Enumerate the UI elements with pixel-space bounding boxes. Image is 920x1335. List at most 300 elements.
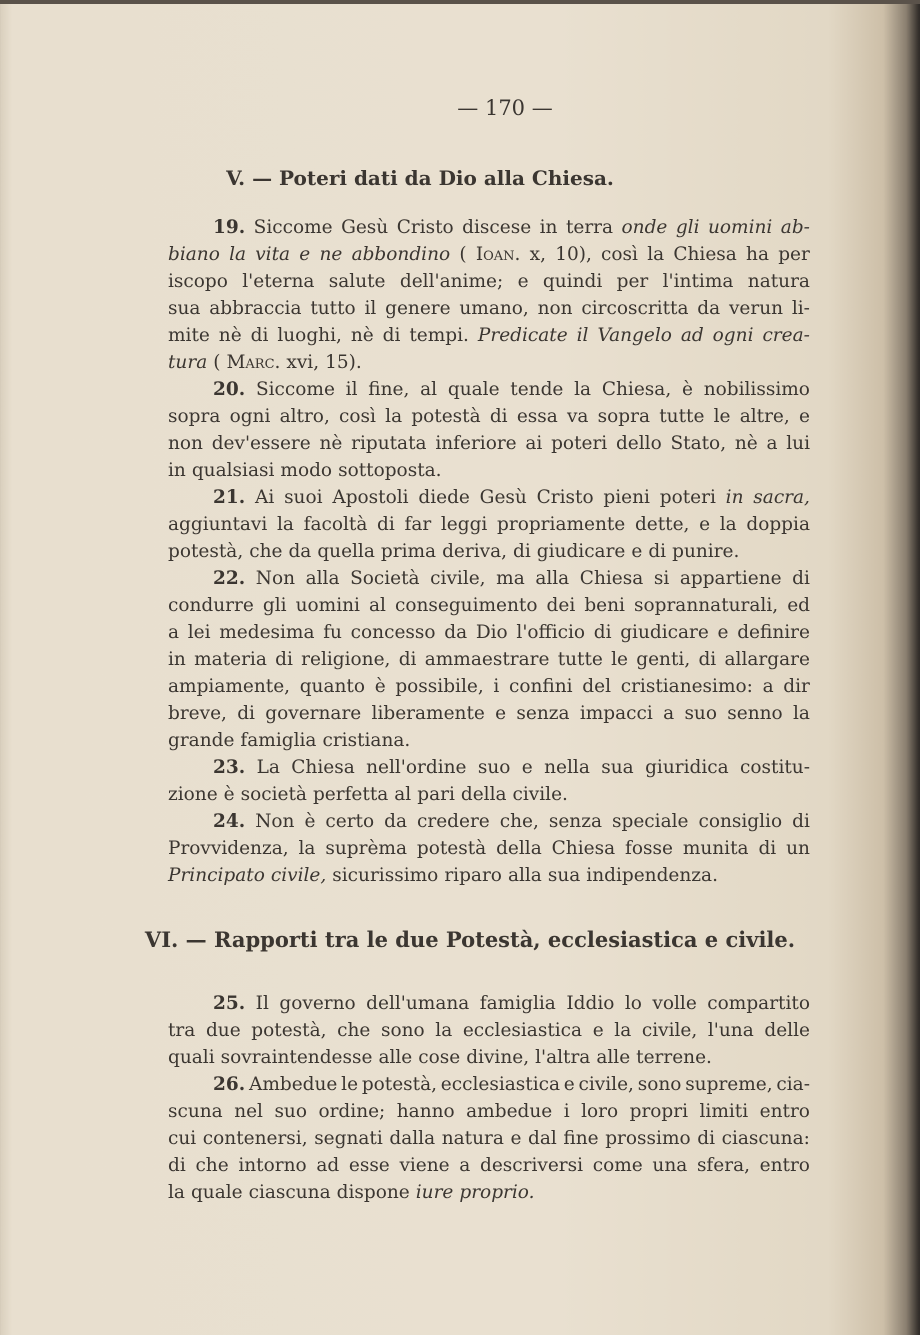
- word: e: [631, 541, 643, 562]
- word: di: [513, 541, 531, 562]
- word: modo: [280, 460, 333, 481]
- text-line: [168, 403, 810, 430]
- word: quella: [317, 541, 375, 562]
- word: verun: [728, 298, 784, 319]
- word: onde: [621, 217, 668, 238]
- word: concesso: [350, 622, 436, 643]
- word: far: [404, 514, 432, 535]
- word: al: [420, 379, 438, 400]
- word: dell'umana: [366, 993, 470, 1014]
- word: appartiene: [679, 568, 782, 589]
- word: Chiesa: [551, 838, 616, 859]
- word: le: [713, 406, 731, 427]
- word: Iddio: [566, 993, 615, 1014]
- word: Ai: [254, 487, 275, 508]
- word: un: [786, 838, 810, 859]
- word: della: [496, 838, 542, 859]
- word: (: [213, 352, 221, 373]
- word: scuna: [168, 1101, 223, 1122]
- word: soprannaturali,: [633, 595, 779, 616]
- word: Dio: [475, 622, 508, 643]
- word: alla: [305, 568, 340, 589]
- word: a: [459, 1155, 471, 1176]
- word: al: [368, 595, 386, 616]
- word: medesima: [219, 622, 315, 643]
- word: nè: [218, 325, 242, 346]
- word: definire: [737, 622, 810, 643]
- word: quale: [190, 1182, 243, 1203]
- text-line: [168, 268, 810, 295]
- word: nobilissimo: [703, 379, 810, 400]
- word: che: [249, 541, 283, 562]
- word: indipendenza.: [586, 865, 718, 886]
- word: che: [195, 1155, 229, 1176]
- word: la: [168, 1182, 185, 1203]
- word: confini: [509, 676, 573, 697]
- word: alle: [378, 1047, 413, 1068]
- word: il: [576, 325, 589, 346]
- word: sono: [380, 1020, 425, 1041]
- word: dispone: [336, 1182, 410, 1203]
- word: giudicare: [536, 541, 626, 562]
- word: di: [697, 1128, 715, 1149]
- word: giuridica: [645, 757, 729, 778]
- word: suo: [274, 1101, 307, 1122]
- word: alla: [507, 865, 542, 886]
- word: Gesù: [479, 487, 527, 508]
- word: di: [377, 514, 395, 535]
- word: non: [168, 433, 203, 454]
- word: pieni: [603, 487, 650, 508]
- word: ogni: [229, 406, 271, 427]
- word: di: [250, 325, 269, 346]
- word: civile,: [430, 568, 486, 589]
- word: materia: [194, 649, 267, 670]
- word: famiglia: [240, 730, 317, 751]
- word: l'una: [707, 1020, 754, 1041]
- word: speciale: [612, 811, 689, 832]
- word: Il: [255, 993, 269, 1014]
- word: possibile,: [395, 676, 484, 697]
- word: natura: [441, 1128, 504, 1149]
- word: in: [168, 649, 186, 670]
- word: e: [563, 1074, 575, 1095]
- word: di: [792, 568, 810, 589]
- word: sottoposta.: [338, 460, 442, 481]
- word: dette,: [634, 514, 690, 535]
- word: potestà,: [361, 1074, 438, 1095]
- word: fine: [563, 1128, 599, 1149]
- word: potestà,: [168, 541, 244, 562]
- word: Chiesa,: [601, 379, 672, 400]
- text-line: [168, 1017, 810, 1044]
- word: di: [489, 406, 508, 427]
- word: ed: [787, 595, 810, 616]
- word: le: [611, 649, 628, 670]
- word: Provvidenza,: [168, 838, 289, 859]
- word: fosse: [625, 838, 673, 859]
- word: natura: [747, 271, 810, 292]
- text-line: [168, 1098, 810, 1125]
- word: il: [345, 379, 358, 400]
- word: dell'anime;: [399, 271, 504, 292]
- word: è: [374, 676, 386, 697]
- word: il: [364, 298, 377, 319]
- text-line: [168, 1152, 810, 1179]
- word: allargare: [724, 649, 810, 670]
- word: costitu-: [740, 757, 810, 778]
- word: sua: [168, 298, 201, 319]
- section-vi-heading: VI. — Rapporti tra le due Potestà, ecclesiastica e civile.: [144, 927, 796, 952]
- word: a: [663, 703, 675, 724]
- paragraph: [168, 484, 810, 565]
- page-number: — 170 —: [457, 96, 553, 120]
- word: zione: [168, 784, 218, 805]
- word: e: [521, 757, 533, 778]
- word: civile,: [578, 1074, 634, 1095]
- text-line: [168, 619, 810, 646]
- word: lui: [786, 433, 810, 454]
- word: Non: [255, 568, 296, 589]
- word: a: [168, 622, 180, 643]
- word: munita: [682, 838, 749, 859]
- word: pari: [417, 784, 455, 805]
- word: nè: [350, 325, 374, 346]
- word: sfera,: [696, 1155, 750, 1176]
- word: salute: [328, 271, 386, 292]
- word: di: [398, 649, 417, 670]
- paragraph-number: 19.: [213, 217, 246, 238]
- word: civile.: [512, 784, 568, 805]
- word: Predicate: [477, 325, 568, 346]
- word: ogni: [712, 325, 754, 346]
- word: iscopo: [168, 271, 228, 292]
- word: ad: [680, 325, 704, 346]
- word: senza: [516, 703, 570, 724]
- word: suoi: [284, 487, 323, 508]
- word: cose: [418, 1047, 461, 1068]
- word: Cristo: [396, 217, 454, 238]
- word: e: [510, 1128, 522, 1149]
- word: che: [337, 1020, 371, 1041]
- word: una: [652, 1155, 688, 1176]
- word: giudicare: [620, 622, 709, 643]
- word: in: [168, 460, 186, 481]
- page-top-edge: [0, 0, 920, 4]
- word: tende: [510, 379, 564, 400]
- text-line: [168, 754, 810, 781]
- word: suo: [684, 703, 717, 724]
- word: tutto: [310, 298, 356, 319]
- word: Siccome: [253, 217, 333, 238]
- word: per: [616, 271, 649, 292]
- word: è: [681, 379, 693, 400]
- word: ai: [525, 433, 543, 454]
- word: nella: [544, 757, 590, 778]
- paragraph-number: 22.: [213, 568, 246, 589]
- word: Marc.: [226, 352, 281, 373]
- section-vi-body: [168, 990, 810, 1206]
- paragraph-number: 20.: [213, 379, 246, 400]
- word: fu: [323, 622, 342, 643]
- text-line: [168, 295, 810, 322]
- word: fine,: [368, 379, 410, 400]
- word: prossimo: [605, 1128, 691, 1149]
- word: impacci: [579, 703, 653, 724]
- word: crea-: [762, 325, 810, 346]
- word: come: [592, 1155, 643, 1176]
- text-line: [168, 727, 810, 754]
- text-line: [168, 457, 810, 484]
- paragraph-number: 25.: [213, 993, 246, 1014]
- word: sovraintendesse: [220, 1047, 373, 1068]
- word: lei: [187, 622, 211, 643]
- word: gli: [262, 595, 287, 616]
- word: Non: [255, 811, 295, 832]
- word: ab-: [780, 217, 810, 238]
- word: la: [298, 838, 316, 859]
- word: non: [537, 298, 573, 319]
- word: potestà: [411, 406, 481, 427]
- word: la: [385, 406, 403, 427]
- word: Chiesa: [673, 244, 737, 265]
- word: quanto: [299, 676, 365, 697]
- word: a: [762, 676, 774, 697]
- word: da: [288, 541, 312, 562]
- word: ambedue: [466, 1101, 553, 1122]
- word: segnati: [314, 1128, 383, 1149]
- word: l'officio: [516, 622, 586, 643]
- word: l'intima: [662, 271, 734, 292]
- word: per: [778, 244, 810, 265]
- word: circoscritta: [581, 298, 689, 319]
- paragraph: [168, 214, 810, 376]
- word: discese: [462, 217, 532, 238]
- paragraph-number: 21.: [213, 487, 246, 508]
- word: dev'essere: [211, 433, 311, 454]
- word: religione,: [301, 649, 391, 670]
- text-line: [168, 781, 810, 808]
- word: volle: [652, 993, 697, 1014]
- word: descriversi: [480, 1155, 584, 1176]
- word: intorno: [238, 1155, 307, 1176]
- paragraph: [168, 990, 810, 1071]
- word: due: [205, 1020, 241, 1041]
- word: credere: [417, 811, 490, 832]
- word: è: [304, 811, 316, 832]
- word: delle: [764, 1020, 810, 1041]
- word: è: [223, 784, 235, 805]
- word: di: [275, 649, 293, 670]
- word: 10),: [555, 244, 592, 265]
- word: tutte: [659, 406, 705, 427]
- word: senno: [727, 703, 783, 724]
- word: in: [725, 487, 744, 508]
- word: breve,: [168, 703, 227, 724]
- word: poteri: [551, 433, 608, 454]
- word: Ambedue: [248, 1074, 338, 1095]
- word: da: [444, 622, 468, 643]
- text-line: [168, 673, 810, 700]
- word: ecclesiastica: [440, 1074, 561, 1095]
- word: sua: [601, 757, 634, 778]
- word: qualsiasi: [191, 460, 275, 481]
- word: nel: [234, 1101, 263, 1122]
- word: supreme,: [685, 1074, 773, 1095]
- word: alle: [596, 1047, 631, 1068]
- word: senza: [548, 811, 602, 832]
- text-line: [168, 862, 810, 889]
- word: beni: [584, 595, 625, 616]
- word: genere: [385, 298, 451, 319]
- word: di: [237, 703, 255, 724]
- word: le: [341, 1074, 359, 1095]
- word: va: [566, 406, 589, 427]
- text-line: [168, 430, 810, 457]
- word: hanno: [396, 1101, 455, 1122]
- word: entro: [759, 1155, 810, 1176]
- word: sopra: [168, 406, 221, 427]
- word: la: [435, 1020, 453, 1041]
- text-line: [168, 241, 810, 268]
- text-line: [168, 349, 810, 376]
- word: e: [592, 1020, 604, 1041]
- word: e: [717, 622, 729, 643]
- word: quindi: [542, 271, 603, 292]
- word: la: [793, 703, 810, 724]
- word: i: [563, 1101, 570, 1122]
- word: biano: [168, 244, 220, 265]
- text-line: [168, 1044, 810, 1071]
- word: propriamente: [497, 514, 626, 535]
- word: uomini: [707, 217, 773, 238]
- word: x,: [529, 244, 546, 265]
- word: ecclesiastica: [462, 1020, 583, 1041]
- word: Stato,: [670, 433, 727, 454]
- word: suo: [477, 757, 511, 778]
- word: sono: [637, 1074, 682, 1095]
- section-v-body: [168, 214, 810, 889]
- word: perfetta: [312, 784, 389, 805]
- word: potestà,: [251, 1020, 327, 1041]
- paragraph: [168, 1071, 810, 1206]
- text-line: [168, 1071, 810, 1098]
- text-line: [168, 538, 810, 565]
- paragraph: [168, 565, 810, 754]
- word: la: [647, 244, 665, 265]
- word: Apostoli: [332, 487, 409, 508]
- word: essa: [516, 406, 558, 427]
- word: gli: [675, 217, 700, 238]
- word: nè: [319, 433, 343, 454]
- word: La: [256, 757, 280, 778]
- word: (: [459, 244, 467, 265]
- word: viene: [399, 1155, 450, 1176]
- word: genti,: [636, 649, 691, 670]
- word: contenersi,: [202, 1128, 308, 1149]
- word: altro,: [279, 406, 330, 427]
- word: di: [758, 838, 777, 859]
- word: Chiesa: [579, 568, 644, 589]
- word: abbondino: [351, 244, 451, 265]
- word: limiti: [699, 1101, 749, 1122]
- section-v-heading: V. — Poteri dati da Dio alla Chiesa.: [226, 166, 614, 190]
- text-line: [168, 214, 810, 241]
- paragraph-number: 24.: [213, 811, 246, 832]
- text-line: [168, 1179, 810, 1206]
- word: tutte: [557, 649, 603, 670]
- word: consiglio: [698, 811, 783, 832]
- paragraph: [168, 808, 810, 889]
- word: i: [493, 676, 500, 697]
- word: ordine;: [318, 1101, 386, 1122]
- word: tra: [168, 1020, 196, 1041]
- word: ne: [319, 244, 343, 265]
- word: così: [339, 406, 376, 427]
- word: quale: [447, 379, 500, 400]
- text-line: [168, 1125, 810, 1152]
- word: altre,: [739, 406, 790, 427]
- word: famiglia: [479, 993, 556, 1014]
- word: liberamente: [371, 703, 485, 724]
- word: nè: [734, 433, 758, 454]
- word: sopra: [597, 406, 651, 427]
- word: uomini: [295, 595, 360, 616]
- word: dello: [615, 433, 662, 454]
- word: della: [460, 784, 507, 805]
- word: governo: [279, 993, 356, 1014]
- word: riputata: [351, 433, 427, 454]
- text-line: [168, 484, 810, 511]
- paragraph-number: 26.: [213, 1074, 246, 1095]
- word: ciascuna: [248, 1182, 331, 1203]
- word: e: [495, 703, 507, 724]
- word: prima: [380, 541, 437, 562]
- word: di: [593, 622, 612, 643]
- word: di: [382, 325, 401, 346]
- word: xvi,: [286, 352, 320, 373]
- word: ha: [746, 244, 769, 265]
- word: e: [517, 271, 529, 292]
- word: luoghi,: [277, 325, 342, 346]
- word: conseguimento: [394, 595, 538, 616]
- text-line: [168, 990, 810, 1017]
- word: cristianesimo:: [620, 676, 753, 697]
- word: l'altra: [535, 1047, 591, 1068]
- word: sua: [547, 865, 581, 886]
- paragraph-number: 23.: [213, 757, 246, 778]
- word: grande: [168, 730, 235, 751]
- word: suprèma: [325, 838, 407, 859]
- word: cia-: [776, 1074, 810, 1095]
- word: la: [719, 514, 737, 535]
- word: da: [697, 298, 721, 319]
- word: loro: [581, 1101, 619, 1122]
- text-line: [168, 592, 810, 619]
- word: mite: [168, 325, 210, 346]
- word: Società: [350, 568, 420, 589]
- word: certo: [325, 811, 375, 832]
- word: e: [299, 244, 311, 265]
- word: vita: [255, 244, 291, 265]
- word: sicurissimo: [332, 865, 439, 886]
- word: del: [582, 676, 612, 697]
- word: abbraccia: [209, 298, 302, 319]
- word: propri: [629, 1101, 689, 1122]
- word: leggi: [440, 514, 488, 535]
- word: civile,: [641, 1020, 698, 1041]
- word: e: [798, 406, 810, 427]
